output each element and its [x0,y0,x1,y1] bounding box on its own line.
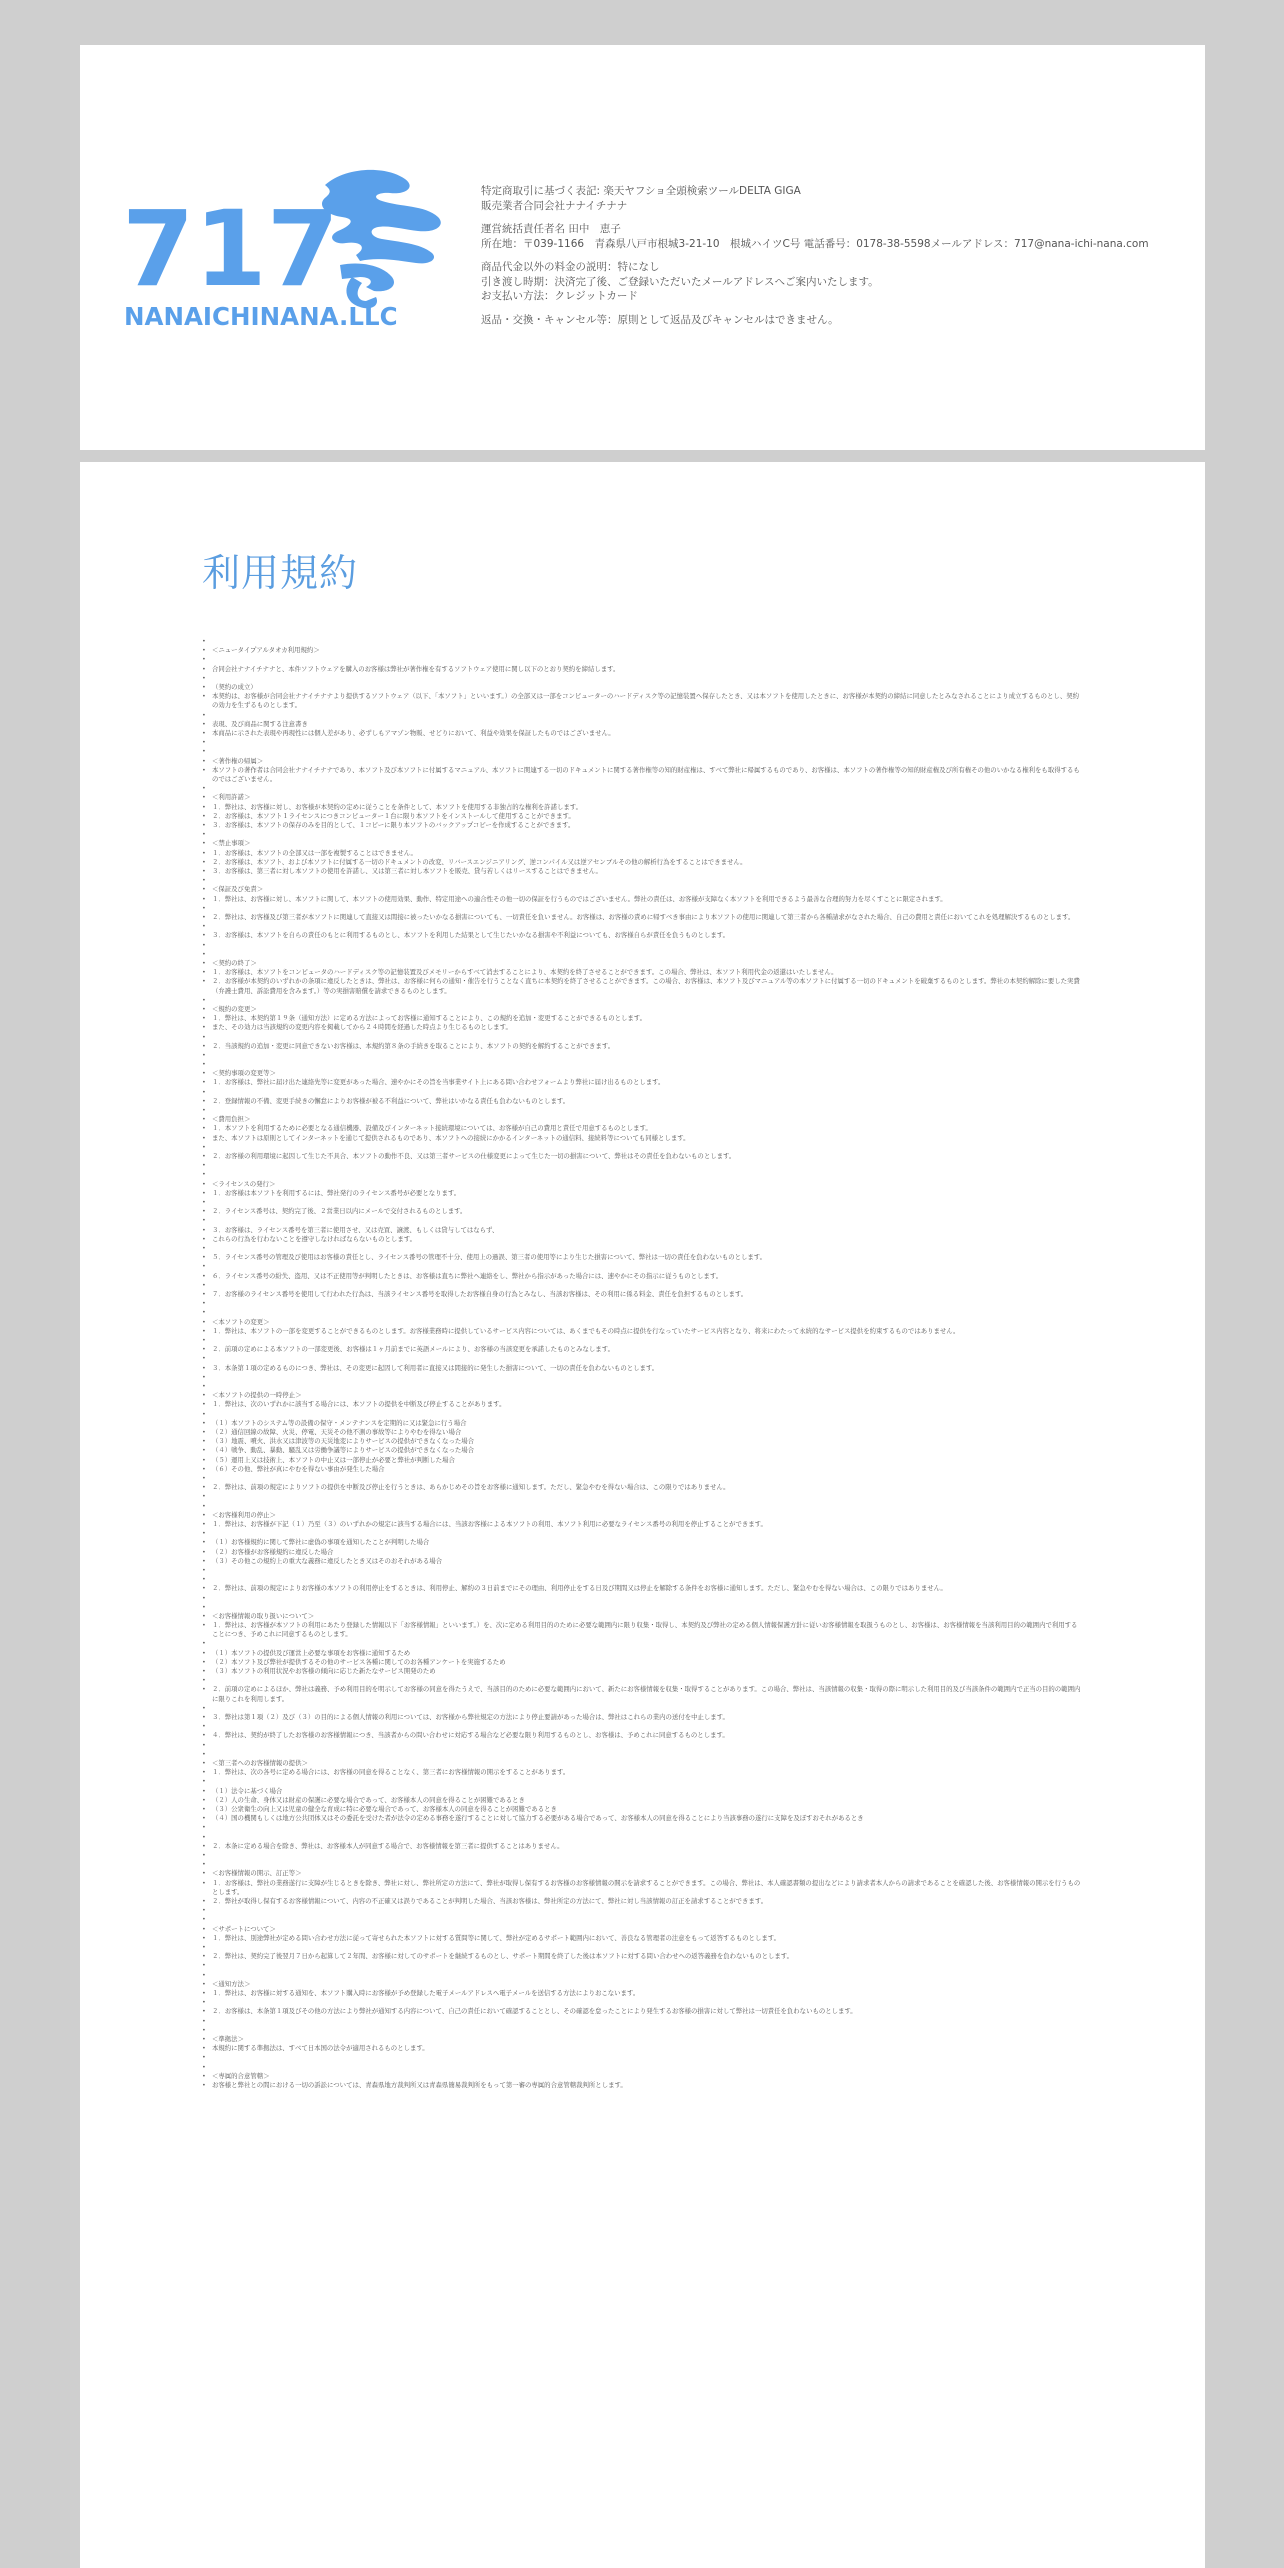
terms-item [202,876,1082,885]
terms-item [202,1382,1082,1391]
terms-item: • これらの行為を行わないことを遵守しなければならないものとします。 [202,1235,1082,1244]
terms-item: • （１）お客様規約に関して弊社に虚偽の事項を通知したことが判明した場合 [202,1538,1082,1547]
terms-item: • （５）運用上又は技術上、本ソフトの中止又は一部停止が必要と弊社が判断した場合 [202,1456,1082,1465]
info-line: 販売業者合同会社ナナイチナナ [481,199,628,212]
terms-item: • （１）本ソフトのシステム等の設備の保守・メンテナンスを定期的に又は緊急に行う場合 [202,1419,1082,1428]
info-spacer [481,251,1181,260]
company-logo [120,165,450,340]
business-info-card [80,45,1205,450]
terms-item [202,941,1082,950]
terms-item: • （契約の成立） [202,683,1082,692]
terms-item [202,1373,1082,1382]
terms-item [202,1639,1082,1648]
terms-item [202,1777,1082,1786]
terms-item: • ＜保証及び免責＞ [202,885,1082,894]
terms-item [202,1906,1082,1915]
terms-item: • ＜契約の終了＞ [202,959,1082,968]
terms-item [202,1823,1082,1832]
terms-item: • ２．前項の定めによるほか、弊社は義務、予め利用目的を明示してお客様の同意を得たうえで、当該目的のために必要な範囲内において、新たにお客様情報を収集・取得することがあります。この場合、弊社は、当該情報の収集・取得の際に明示した利用目的及び当該条件の範囲内で正当の目的の範囲内に限りこれを利用します。 [202,1685,1082,1703]
terms-item [202,674,1082,683]
terms-item [202,922,1082,931]
terms-item: • １．弊社は、次の各号に定める場合には、お客様の同意を得ることなく、第三者にお客様情報の開示をすることがあります。 [202,1768,1082,1777]
svg-text:717: 717 [122,188,340,310]
terms-item: • １．弊社は、お客様が下記（１）乃至（３）のいずれかの規定に該当する場合には、当該お客様による本ソフトの利用、本ソフト利用に必要なライセンス番号の利用を停止することができます。 [202,1520,1082,1529]
terms-item: • ＜ニュータイプアルタオカ利用規約＞ [202,646,1082,655]
terms-item: • ３．弊社は第１項（２）及び（３）の目的による個人情報の利用については、お客様から弊社規定の方法により停止要請があった場合は、弊社はこれらの業内の送付を中止します。 [202,1713,1082,1722]
terms-item: • ３．本条第１項の定めるものにつき、弊社は、その変更に起因して利用者に直接又は間接的に発生した損害について、一切の責任を負わないものとします。 [202,1364,1082,1373]
info-line: 運営統括責任者名 田中 恵子 [481,223,621,235]
terms-item: • （４）国の機関もしくは地方公共団体又はその委託を受けた者が法令の定める事務を遂行することに対して協力する必要がある場合であって、お客様本人の同意を得ることにより当該事務の遂行に支障を及ぼすおそれがあるとき [202,1814,1082,1823]
terms-item [202,1244,1082,1253]
terms-item [202,1943,1082,1952]
terms-item [202,1860,1082,1869]
terms-item: • １．お客様は本ソフトを利用するには、弊社発行のライセンス番号が必要となります。 [202,1189,1082,1198]
terms-item [202,1088,1082,1097]
terms-item: • ＜第三者へのお客様情報の提供＞ [202,1759,1082,1768]
terms-item [202,904,1082,913]
terms-item: • １．お客様は、本ソフトの全部又は一部を複製することはできません。 [202,849,1082,858]
terms-item [202,1566,1082,1575]
terms-item: • １．弊社は、次のいずれかに該当する場合には、本ソフトの提供を中断及び停止することがあります。 [202,1400,1082,1409]
info-line: 商品代金以外の料金の説明：特になし [481,261,660,273]
page-title: 利用規約 [202,551,359,595]
terms-item [202,1161,1082,1170]
terms-item [202,1594,1082,1603]
terms-item [202,2053,1082,2062]
terms-item: • 本ソフトの著作者は合同会社ナナイチナナであり、本ソフト及び本ソフトに付属するマニュアル、本ソフトに関連する一切のドキュメントに関する著作権等の知的財産権は、すべて弊社に帰属するものであり、お客様は、本ソフトの著作権等の知的財産権及び所有権その他のいかなる権利をも取得するものではございません。 [202,766,1082,784]
terms-item: • 本規約に関する準拠法は、すべて日本国の法令が適用されるものとします。 [202,2044,1082,2053]
terms-item: • ２．お客様が本契約のいずれかの条項に違反したときは、弊社は、お客様に何らの通知・催告を行うことなく直ちに本契約を終了させることができます。この場合、お客様は、本ソフト及びマニュアル等の本ソフトに付属する一切のドキュメントを破棄するものとします。弊社の本契約解除に要した実費（弁護士費用、訴訟費用を含みます。）等の実損害賠償を請求できるものとします。 [202,977,1082,995]
terms-item: • また、本ソフトは原則としてインターネットを通じて提供されるものであり、本ソフトへの接続にかかるインターネットの通信料、接続料等についても同様とします。 [202,1134,1082,1143]
terms-item: • ２．弊社は、契約完了後翌月７日から起算して２年間、お客様に対してのサポートを継続するものとし、サポート期間を終了した後は本ソフトに対する問い合わせへの返答義務を負わないものとします。 [202,1952,1082,1961]
terms-item: • （２）人の生命、身体又は財産の保護に必要な場合であって、お客様本人の同意を得ることが困難であるとき [202,1796,1082,1805]
terms-item: • （１）法令に基づく場合 [202,1787,1082,1796]
terms-item [202,1474,1082,1483]
terms-item: • ＜お客様情報の開示、訂正等＞ [202,1869,1082,1878]
terms-item: • ２．前項の定めによる本ソフトの一部変更後、お客様は１ヶ月前までに英語メールにより、お客様の当該変更を承諾したものとみなします。 [202,1345,1082,1354]
terms-item [202,1704,1082,1713]
terms-item: • ＜費用負担＞ [202,1115,1082,1124]
terms-item: • ２．弊社は、お客様及び第三者が本ソフトに関連して直接又は間接に被ったいかなる損害についても、一切責任を負いません。お客様は、お客様の責めに帰すべき事由により本ソフトの使用に関連して第三者から各種請求がなされた場合、自己の費用と責任においてこれを処理解決するものとします。 [202,913,1082,922]
terms-item [202,637,1082,646]
terms-item [202,747,1082,756]
terms-item: • （３）地震、噴火、洪水又は津波等の天災地変によりサービスの提供ができなくなった場合 [202,1437,1082,1446]
terms-item [202,1336,1082,1345]
terms-item [202,1299,1082,1308]
info-line: お支払い方法：クレジットカード [481,290,638,302]
terms-item [202,2017,1082,2026]
terms-item: • ２．弊社は、前項の規定によりお客様の本ソフトの利用停止をするときは、利用停止、解約の３日前までにその理由、利用停止をする日及び期間又は停止を解除する条件をお客様に通知します。ただし、緊急やむを得ない場合は、この限りではありません。 [202,1584,1082,1593]
terms-item [202,1741,1082,1750]
terms-item: • １．お客様は、弊社に届け出た連絡先等に変更があった場合、速やかにその旨を当事業サイト上にある問い合わせフォームより弊社に届け出るものとします。 [202,1078,1082,1087]
terms-card [80,462,1205,2568]
terms-item: • ＜本ソフトの変更＞ [202,1318,1082,1327]
terms-item [202,1961,1082,1970]
terms-item: • ＜利用許諾＞ [202,793,1082,802]
terms-item [202,655,1082,664]
info-line: 特定商取引に基づく表記: 楽天ヤフショ全頭検索ツールDELTA GIGA [481,185,801,197]
info-line: 返品・交換・キャンセル等：原則として返品及びキャンセルはできません。 [481,313,839,326]
terms-item: • ＜規約の変更＞ [202,1005,1082,1014]
terms-item: • （３）その他この規約上の重大な義務に違反したとき又はそのおそれがある場合 [202,1557,1082,1566]
terms-item: • ＜本ソフトの提供の一時停止＞ [202,1391,1082,1400]
terms-item: • （６）その他、弊社が真にやむを得ない事由が発生した場合 [202,1465,1082,1474]
terms-item: • ＜お客様利用の停止＞ [202,1511,1082,1520]
info-spacer [481,304,1181,313]
svg-text:NANAICHINANA.LLC: NANAICHINANA.LLC [124,302,398,331]
terms-item [202,1198,1082,1207]
terms-item [202,1750,1082,1759]
terms-list [202,637,1082,2090]
terms-item: • ＜準拠法＞ [202,2035,1082,2044]
terms-item: • 本商品に示された表現や再現性には個人差があり、必ずしもアマゾン物販、せどりにおいて、利益や効果を保証したものではございません。 [202,729,1082,738]
terms-item [202,711,1082,720]
terms-item: • １．弊社は、別途弊社が定める問い合わせ方法に従って寄せられた本ソフトに対する質問等に関して、弊社が定めるサポート範囲内において、善良なる管理者の注意をもって返答するものとします。 [202,1934,1082,1943]
terms-item [202,1410,1082,1419]
terms-item: • １．お客様は、本ソフトをコンピュータのハードディスク等の記憶装置及びメモリーからすべて消去することにより、本契約を終了させることができます。この場合、弊社は、本ソフト利用代金の返還はいたしません。 [202,968,1082,977]
terms-item [202,738,1082,747]
terms-item: • （３）本ソフトの利用状況やお客様の傾向に応じた新たなサービス開発のため [202,1667,1082,1676]
terms-item [202,1143,1082,1152]
terms-item: • １．弊社は、お客様に対し、本ソフトに関して、本ソフトの使用効果、動作、特定用途への適合性その他一切の保証を行うものではございません。弊社の責任は、お客様が支障なく本ソフトを利用できるよう最善な合理的努力を尽くすことに限定されます。 [202,895,1082,904]
terms-item [202,1998,1082,2007]
terms-item: • １．弊社は、お客様が本ソフトの利用にあたり登録した情報以下「お客様情報」といいます。）を、次に定める利用目的のために必要な範囲内に限り収集・取得し、本契約及び弊社の定める個人情報保護方針に従いお客様情報を取扱うものとし、お客様は、お客様情報を当該利用目的の範囲内で利用することにつき、予めこれに同意するものとします。 [202,1621,1082,1639]
terms-item: • ３．お客様は、ライセンス番号を第三者に使用させ、又は売買、譲渡、もしくは貸与してはならず、 [202,1226,1082,1235]
terms-item: • ６．ライセンス番号の紛失、盗用、又は不正使用等が判明したときは、お客様は直ちに弊社へ連絡をし、弊社から指示があった場合には、速やかにその指示に従うものとします。 [202,1272,1082,1281]
terms-item: • 本契約は、お客様が合同会社ナナイチナナより提供するソフトウェア（以下、「本ソフト」といいます。）の全部又は一部をコンピューターのハードディスク等の記憶装置へ保存したとき、又は本ソフトを使用したときに、お客様が本契約の締結に同意したとみなされることにより成立するものとし、契約の効力を生ずるものとします。 [202,692,1082,710]
business-info-text [481,184,1181,327]
terms-item [202,830,1082,839]
terms-item [202,1502,1082,1511]
terms-item [202,1833,1082,1842]
terms-item [202,2063,1082,2072]
info-spacer [481,213,1181,222]
terms-item: • ７．お客様のライセンス番号を使用して行われた行為は、当該ライセンス番号を取得したお客様自身の行為とみなし、当該お客様は、その利用に係る料金、責任を負担するものとします。 [202,1290,1082,1299]
terms-item: • ２．お客様は、本ソフト、および本ソフトに付属する一切のドキュメントの改変、リバースエンジニアリング、逆コンパイル又は逆アセンブルその他の解析行為をすることはできません。 [202,858,1082,867]
terms-item [202,1971,1082,1980]
terms-item: • 合同会社ナナイチナナと、本件ソフトウェアを購入のお客様は弊社が著作権を有するソフトウェア使用に関し以下のとおり契約を締結します。 [202,665,1082,674]
terms-item: • ２．登録情報の不備、変更手続きの懈怠によりお客様が被る不利益について、弊社はいかなる責任も負わないものとします。 [202,1097,1082,1106]
terms-item: • ２．ライセンス番号は、契約完了後、２営業日以内にメールで交付されるものとします。 [202,1207,1082,1216]
terms-item [202,1492,1082,1501]
terms-item: • ２．弊社が取得し保有するお客様情報について、内容の不正確又は誤りであることが判明した場合、当該お客様は、弊社所定の方法にて、弊社に対し当該情報の訂正を請求することができます。 [202,1897,1082,1906]
info-line: 所在地：〒039-1166 青森県八戸市根城3-21-10 根城ハイツC号 電話番号：0178-38-5598メールアドレス：717@nana-ichi-nana.com [481,237,1149,250]
terms-item: • ３．お客様は、本ソフトの保存のみを目的として、１コピーに限り本ソフトのバックアップコピーを作成することができます。 [202,821,1082,830]
terms-item [202,1529,1082,1538]
terms-item: • ２．お客様の利用環境に起因して生じた不具合、本ソフトの動作不良、又は第三者サービスの仕様変更によって生じた一切の損害について、弊社はその責任を負わないものとします。 [202,1152,1082,1161]
terms-item: • （３）公衆衛生の向上又は児童の健全な育成に特に必要な場合であって、お客様本人の同意を得ることが困難であるとき [202,1805,1082,1814]
terms-item [202,1915,1082,1924]
terms-item [202,1060,1082,1069]
terms-item: • １．弊社は、お客様に対し、お客様が本契約の定めに従うことを条件として、本ソフトを使用する非独占的な権利を許諾します。 [202,803,1082,812]
terms-item: • ＜禁止事項＞ [202,839,1082,848]
terms-item: • ＜通知方法＞ [202,1980,1082,1989]
terms-item [202,1851,1082,1860]
terms-item: • ＜お客様情報の取り扱いについて＞ [202,1612,1082,1621]
terms-item: • （２）通信回線の故障、火災、停電、天災その他不測の事故等によりやむを得ない場合 [202,1428,1082,1437]
terms-item: • ２．弊社は、前項の規定によりソフトの提供を中断及び停止を行うときは、あらかじめその旨をお客様に通知します。ただし、緊急やむを得ない場合は、この限りではありません。 [202,1483,1082,1492]
terms-item [202,1216,1082,1225]
terms-item: • ３．お客様は、本ソフトを自らの責任のもとに利用するものとし、本ソフトを利用した結果として生じたいかなる損害や不利益についても、お客様自らが責任を負うものとします。 [202,931,1082,940]
terms-item: • ５．ライセンス番号の管理及び使用はお客様の責任とし、ライセンス番号の管理不十分、使用上の過誤、第三者の使用等により生じた損害について、弊社は一切の責任を負わないものとします。 [202,1253,1082,1262]
info-line: 引き渡し時期：決済完了後、ご登録いただいたメールアドレスへご案内いたします。 [481,275,879,288]
terms-item: • ＜サポートについて＞ [202,1925,1082,1934]
terms-item [202,1262,1082,1271]
terms-item: • ３．お客様は、第三者に対し本ソフトの使用を許諾し、又は第三者に対し本ソフトを販売、貸与若しくはリースすることはできません。 [202,867,1082,876]
terms-item: • （２）お客様がお客様規約に違反した場合 [202,1548,1082,1557]
terms-item: • （２）本ソフト及び弊社が提供するその他のサービス各種に関してのお各種アンケートを実施するため [202,1658,1082,1667]
terms-item: • １．お客様は、弊社の業務遂行に支障が生じるときを除き、弊社に対し、弊社所定の方法にて、弊社が取得し保有するお客様のお客様情報の開示を請求することができます。この場合、弊社は、本人確認書類の提出などにより請求者本人からの請求であることを確認した後、お客様情報の開示を行うものとします。 [202,1879,1082,1897]
terms-item: • （４）戦争、動乱、暴動、騒乱又は労働争議等によりサービスの提供ができなくなった場合 [202,1446,1082,1455]
terms-item [202,950,1082,959]
terms-item [202,1281,1082,1290]
terms-item [202,1106,1082,1115]
terms-item [202,1170,1082,1179]
terms-item [202,1354,1082,1363]
terms-item: • １．弊社は、お客様に対する通知を、本ソフト購入時にお客様が予め登録した電子メールアドレスへ電子メールを送信する方法によりおこないます。 [202,1989,1082,1998]
terms-item [202,1051,1082,1060]
terms-item: • ４．弊社は、契約が終了したお客様のお客様情報につき、当該者からの問い合わせに対応する場合など必要な限り利用するものとし、お客様は、予めこれに同意するものとします。 [202,1731,1082,1740]
terms-item: • （１）本ソフトの提供及び運営上必要な事項をお客様に通知するため [202,1649,1082,1658]
terms-item: • ２．当該規約の追加・変更に同意できないお客様は、本規約第８条の手続きを取ることにより、本ソフトの契約を解約することができます。 [202,1042,1082,1051]
terms-item: • お客様と弊社との間における一切の訴訟については、青森県地方裁判所又は青森県簡易裁判所をもって第一審の専属的合意管轄裁判所とします。 [202,2081,1082,2090]
terms-item: • ２．お客様は、本ソフト１ライセンスにつきコンピューター１台に限り本ソフトをインストールして使用することができます。 [202,812,1082,821]
terms-item: • ＜ライセンスの発行＞ [202,1180,1082,1189]
terms-item: • ＜専属的合意管轄＞ [202,2072,1082,2081]
terms-item: • ＜著作権の帰属＞ [202,757,1082,766]
terms-item: • １．弊社は、本契約第１９条（通知方法）に定める方法によってお客様に通知することにより、この規約を追加・変更することができるものとします。 [202,1014,1082,1023]
terms-item [202,996,1082,1005]
terms-item [202,1033,1082,1042]
terms-item: • １．本ソフトを利用するために必要となる通信機器、設備及びインターネット接続環境については、お客様が自己の費用と責任で用意するものとします。 [202,1124,1082,1133]
terms-item [202,784,1082,793]
terms-item: • また、その効力は当該規約の変更内容を掲載してから２４時間を経過した時点より生じるものとします。 [202,1023,1082,1032]
terms-item: • 表現、及び商品に関する注意書き [202,720,1082,729]
terms-item: • ２．本条に定める場合を除き、弊社は、お客様本人が同意する場合で、お客様情報を第三者に提供することはありません。 [202,1842,1082,1851]
terms-item: • ２．お客様は、本条第１項及びその他の方法により弊社が通知する内容について、自己の責任において確認することとし、その確認を怠ったことにより発生するお客様の損害に対して弊社は一切責任を負わないものとします。 [202,2007,1082,2016]
terms-item [202,1603,1082,1612]
terms-item: • １．弊社は、本ソフトの一部を変更することができるものとします。お客様業務時に提供しているサービス内容については、あくまでもその時点に提供を行なっていたサービス内容となり、将来にわたって永続的なサービス提供を約束するものではありません。 [202,1327,1082,1336]
terms-item: • ＜契約事項の変更等＞ [202,1069,1082,1078]
terms-item [202,1575,1082,1584]
terms-item [202,1308,1082,1317]
terms-item [202,2026,1082,2035]
